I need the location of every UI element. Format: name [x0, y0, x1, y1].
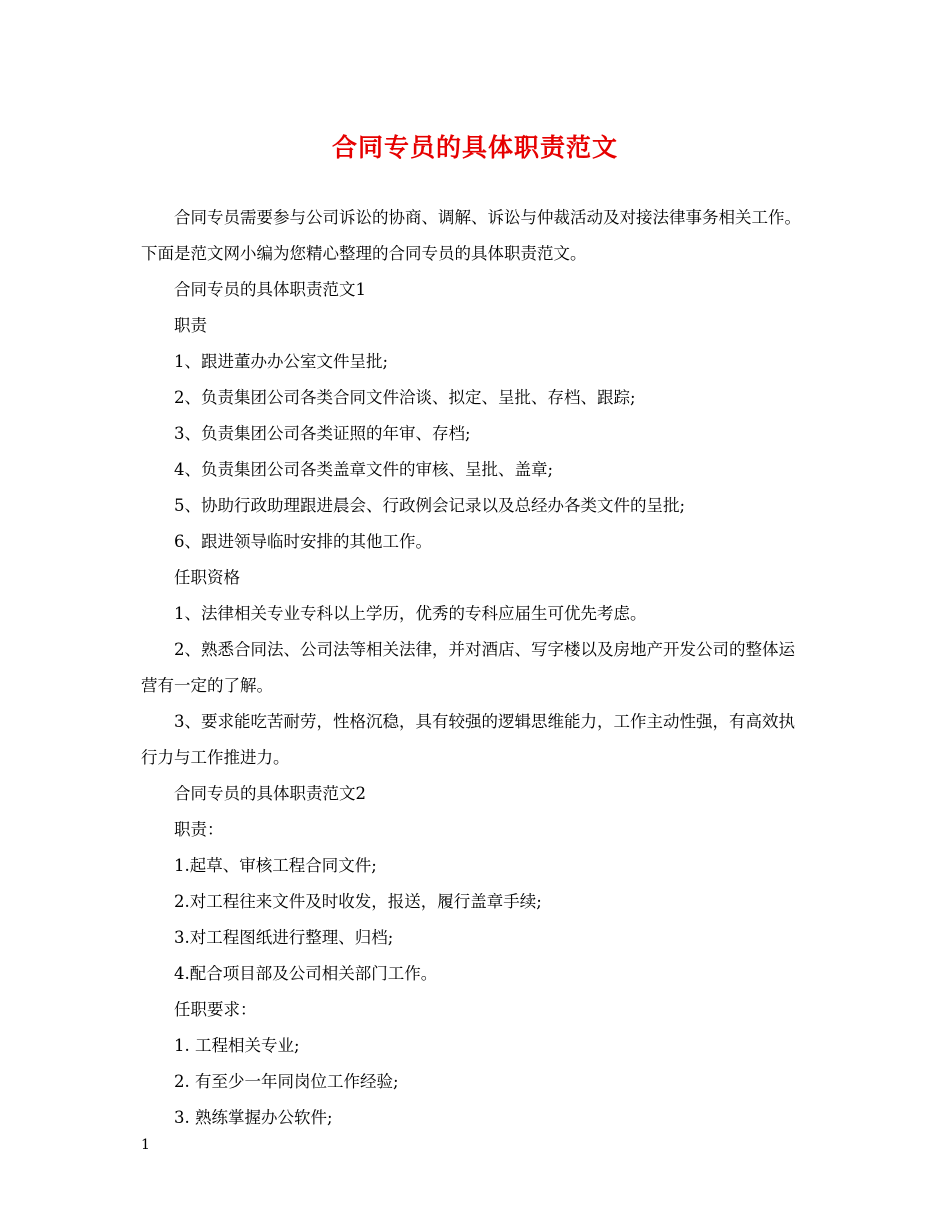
list-item: 2、熟悉合同法、公司法等相关法律，并对酒店、写字楼以及房地产开发公司的整体运营有一定的了解。	[141, 640, 795, 695]
list-item: 2. 有至少一年同岗位工作经验;	[174, 1072, 399, 1091]
list-item: 3、要求能吃苦耐劳，性格沉稳，具有较强的逻辑思维能力，工作主动性强，有高效执行力与工作推进力。	[141, 712, 795, 767]
section-heading-sample-1: 合同专员的具体职责范文1	[174, 280, 366, 299]
document-body	[141, 200, 809, 1136]
subheading-duties: 职责	[174, 316, 207, 335]
list-item: 2、负责集团公司各类合同文件洽谈、拟定、呈批、存档、跟踪;	[174, 388, 636, 407]
list-item: 5、协助行政助理跟进晨会、行政例会记录以及总经办各类文件的呈批;	[174, 496, 686, 515]
document-title: 合同专员的具体职责范文	[331, 133, 618, 162]
list-item: 2.对工程往来文件及时收发，报送，履行盖章手续;	[174, 892, 542, 911]
list-item: 4、负责集团公司各类盖章文件的审核、呈批、盖章;	[174, 460, 554, 479]
list-item: 1、跟进董办办公室文件呈批;	[174, 352, 389, 371]
list-item: 3.对工程图纸进行整理、归档;	[174, 928, 394, 947]
page-number: 1	[141, 1137, 150, 1153]
section-heading-sample-2: 合同专员的具体职责范文2	[174, 784, 366, 803]
subheading-qualifications: 任职资格	[174, 568, 240, 587]
subheading-requirements: 任职要求：	[174, 1000, 257, 1019]
list-item: 3、负责集团公司各类证照的年审、存档;	[174, 424, 471, 443]
list-item: 1.起草、审核工程合同文件;	[174, 856, 377, 875]
list-item: 1、法律相关专业专科以上学历，优秀的专科应届生可优先考虑。	[174, 604, 647, 623]
subheading-duties: 职责：	[174, 820, 224, 839]
list-item: 3. 熟练掌握办公软件;	[174, 1108, 333, 1127]
list-item: 1. 工程相关专业;	[174, 1036, 300, 1055]
paragraph-intro: 合同专员需要参与公司诉讼的协商、调解、诉讼与仲裁活动及对接法律事务相关工作。下面是范文网小编为您精心整理的合同专员的具体职责范文。	[141, 208, 801, 263]
list-item: 6、跟进领导临时安排的其他工作。	[174, 532, 432, 551]
list-item: 4.配合项目部及公司相关部门工作。	[174, 964, 438, 983]
